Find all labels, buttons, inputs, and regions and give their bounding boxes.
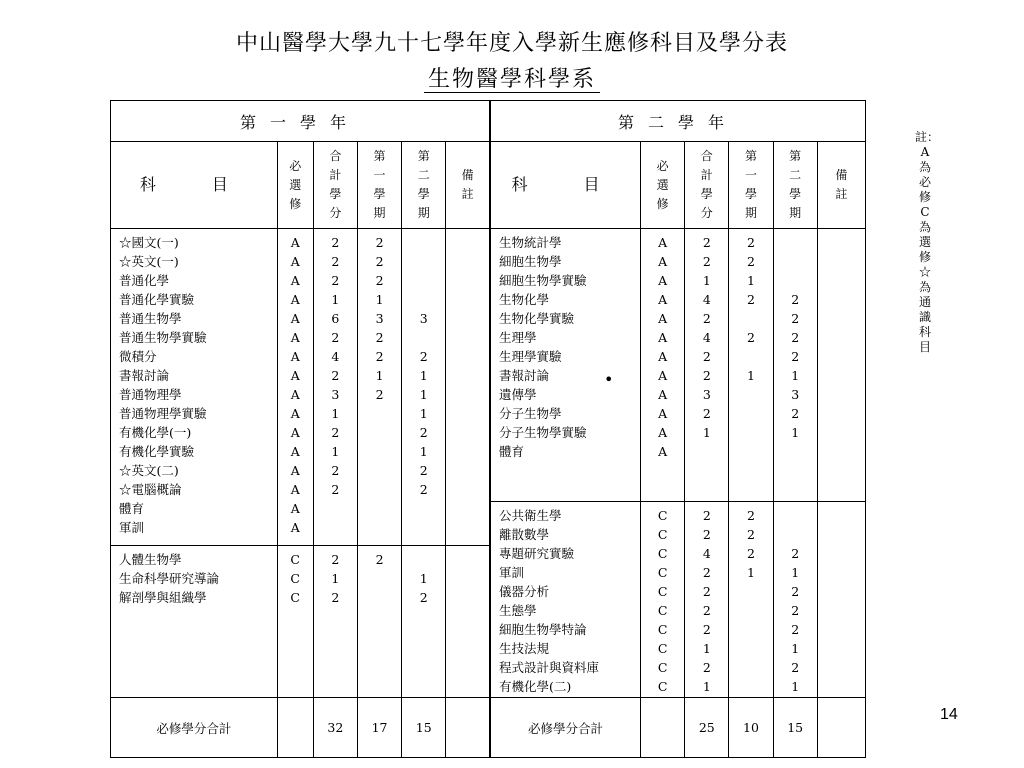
y2-elective-total-3: 2	[702, 564, 711, 580]
y2-elective-sem1	[729, 501, 773, 698]
y2-required-sem2-4: 2	[791, 311, 800, 327]
page-title: 中山醫學大學九十七學年度入學新生應修科目及學分表	[235, 31, 788, 56]
y1-required-sem1-0: 2	[375, 235, 384, 251]
y1-required-sem2-2	[402, 271, 445, 290]
y1-required-sem1-4: 3	[375, 311, 384, 327]
y2-elective-total-6: 2	[702, 621, 711, 637]
y1-required-sem1-15	[358, 518, 401, 537]
y1-required-total-9: 1	[331, 406, 340, 422]
y2-sum-type	[641, 698, 685, 758]
y2-required-sem2-6: 2	[791, 349, 800, 365]
y2-elective-subjects-8: 程式設計與資料庫	[498, 659, 599, 675]
y2-elective-sem2-7: 1	[791, 640, 800, 656]
y2-elective-subjects-5: 生態學	[498, 602, 537, 618]
y1-required-total-13: 2	[331, 482, 340, 498]
y1-required-sem2-9: 1	[419, 406, 428, 422]
y2-elective-sem2-8: 2	[791, 659, 800, 675]
y2-remark-header: 備註	[835, 168, 848, 202]
y2-elective-sem1-7	[729, 639, 772, 658]
y2-elective-type-5: C	[657, 602, 668, 618]
y1-elective-sem1-0: 2	[375, 552, 384, 568]
side-note: 註：A為必修 C為選修 ☆為通識科目	[915, 130, 944, 354]
y1-required-type-3: A	[290, 292, 300, 308]
y2-sum-label: 必修學分合計	[490, 698, 641, 758]
y1-required-type-15: A	[290, 520, 300, 536]
y1-required-total-5: 2	[331, 330, 340, 346]
y2-elective-sem2-0	[774, 506, 817, 525]
y1-required-total-15	[314, 518, 357, 537]
y1-elective-total	[313, 546, 357, 698]
y1-required-remark	[446, 229, 490, 546]
y2-required-sem1-5: 2	[747, 330, 755, 346]
y1-required-sem1-9	[358, 404, 401, 423]
y2-required-sem2-9: 2	[791, 406, 800, 422]
y2-required-subjects-9: 分子生物學	[498, 406, 562, 422]
y2-elective-type-3: C	[657, 564, 668, 580]
y2-required-subjects-11: 體育	[498, 444, 524, 460]
y2-required-total-1: 2	[702, 254, 711, 270]
y1-sum-type	[277, 698, 313, 758]
y2-required-total-7: 2	[702, 368, 711, 384]
y2-required-subjects-4: 生物化學實驗	[498, 311, 574, 327]
y1-sum-sem2: 15	[402, 698, 446, 758]
y1-required-subjects-1: ☆英文(一)	[119, 254, 179, 270]
y1-total-header: 合計學分	[329, 149, 342, 221]
y2-required-sem1-7: 1	[747, 368, 755, 384]
y1-required-sem1-14	[358, 499, 401, 518]
y2-elective-subjects-3: 軍訓	[498, 564, 524, 580]
y2-required-type-7: A	[658, 368, 668, 384]
y2-required-total-6: 2	[702, 349, 711, 365]
y2-elective-sem2	[773, 501, 817, 698]
y1-elective-sem1-2	[358, 588, 401, 607]
y1-elective-type-0: C	[290, 552, 300, 568]
y2-required-sem2-1	[774, 252, 817, 271]
y2-required-total-4: 2	[702, 311, 711, 327]
y1-required-header: 必選修	[289, 158, 302, 211]
y2-required-sem2-11	[774, 442, 817, 461]
y2-elective-sem2-3: 1	[791, 564, 800, 580]
y2-sum-sem1: 10	[729, 698, 773, 758]
y2-required-sem1-6	[729, 347, 772, 366]
y2-required-type-8: A	[658, 387, 668, 403]
y1-required-total-10: 2	[331, 425, 340, 441]
y2-elective-total-9: 1	[702, 678, 711, 694]
y2-required-subjects-7: 書報討論	[498, 368, 549, 384]
y2-required-sem1-8	[729, 385, 772, 404]
y1-elective-type-1: C	[290, 571, 300, 587]
y1-required-sem2-13: 2	[419, 482, 428, 498]
y1-required-sem1	[357, 229, 401, 546]
y1-required-sem2-15	[402, 518, 445, 537]
y1-elective-total-0: 2	[331, 552, 340, 568]
y2-required-sem1-10	[729, 423, 772, 442]
y2-required-total-10: 1	[702, 425, 711, 441]
y1-required-subjects-10: 有機化學(一)	[119, 425, 192, 441]
y1-remark-header: 備註	[461, 168, 474, 202]
y1-elective-total-2: 2	[331, 590, 340, 606]
y1-required-sem2-14	[402, 499, 445, 518]
y2-required-sem2-7: 1	[791, 368, 800, 384]
y1-required-type-0: A	[290, 235, 300, 251]
y1-required-type-13: A	[290, 482, 300, 498]
y2-required-subjects-1: 細胞生物學	[498, 254, 562, 270]
y1-required-subjects-4: 普通生物學	[119, 311, 182, 327]
y2-elective-subjects-0: 公共衛生學	[498, 507, 562, 523]
y1-sem2-header: 第二學期	[417, 149, 430, 221]
y2-required-subjects-0: 生物統計學	[498, 235, 562, 251]
y1-required-type-6: A	[290, 349, 300, 365]
y1-required-total-12: 2	[331, 463, 340, 479]
y2-required-sem1	[729, 229, 773, 501]
y1-required-sem2-0	[402, 233, 445, 252]
y2-elective-sem1-0: 2	[747, 507, 755, 523]
y2-elective-subjects-6: 細胞生物學特論	[498, 621, 587, 637]
y2-elective-type-4: C	[657, 583, 668, 599]
y1-required-type-7: A	[290, 368, 300, 384]
y1-required-sem1-10	[358, 423, 401, 442]
y1-required-sem2-4: 3	[419, 311, 428, 327]
y1-required-total-8: 3	[331, 387, 340, 403]
y2-required-type-3: A	[658, 292, 668, 308]
y1-elective-total-1: 1	[331, 571, 340, 587]
y1-elective-subjects-0: 人體生物學	[119, 552, 182, 568]
y1-required-subjects-13: ☆電腦概論	[119, 482, 182, 498]
y2-elective-total-0: 2	[702, 507, 711, 523]
y1-required-subjects-7: 書報討論	[119, 368, 170, 384]
y1-required-total-4: 6	[331, 311, 340, 327]
y2-elective-sem2-1	[774, 525, 817, 544]
y1-elective-subjects-2: 解剖學與組織學	[119, 590, 207, 606]
y1-required-sem2-3	[402, 290, 445, 309]
y2-required-type-9: A	[658, 406, 668, 422]
y1-required-type-12: A	[290, 463, 300, 479]
y1-required-type-11: A	[290, 444, 300, 460]
y2-elective-sem2-6: 2	[791, 621, 800, 637]
y2-required-subjects-3: 生物化學	[498, 292, 549, 308]
y2-required-type-0: A	[658, 235, 668, 251]
y2-elective-type-9: C	[657, 678, 668, 694]
y2-required-type-11: A	[658, 444, 668, 460]
y2-elective-total-1: 2	[702, 526, 711, 542]
y2-required-sem2-5: 2	[791, 330, 800, 346]
y2-sum-remark	[817, 698, 865, 758]
y2-elective-type-6: C	[657, 621, 668, 637]
y1-required-type-4: A	[290, 311, 300, 327]
year1-header: 第一學年	[111, 101, 490, 142]
y1-required-sem2-1	[402, 252, 445, 271]
y2-required-type-1: A	[658, 254, 668, 270]
y2-required-total-8: 3	[702, 387, 711, 403]
y1-elective-type	[277, 546, 313, 698]
y1-required-sem1-6: 2	[375, 349, 384, 365]
y2-required-total-5: 4	[702, 330, 711, 346]
y1-elective-sem1	[357, 546, 401, 698]
y1-required-sem1-11	[358, 442, 401, 461]
y2-required-total-3: 4	[702, 292, 711, 308]
y1-required-total-6: 4	[331, 349, 340, 365]
y1-required-sem1-5: 2	[375, 330, 384, 346]
y1-elective-sem2-1: 1	[419, 571, 428, 587]
y2-required-type-5: A	[658, 330, 668, 346]
y1-required-type-10: A	[290, 425, 300, 441]
y1-required-total	[313, 229, 357, 546]
y1-required-subjects-2: 普通化學	[119, 273, 170, 289]
y2-elective-subjects-2: 專題研究實驗	[498, 545, 574, 561]
y1-required-sem1-2: 2	[375, 273, 384, 289]
y1-elective-sem1-1	[358, 569, 401, 588]
y1-subject-header: 科 目	[111, 142, 278, 229]
y1-sem1-header: 第一學期	[373, 149, 386, 221]
y2-elective-subjects-9: 有機化學(二)	[498, 678, 572, 694]
y2-elective-sem1-4	[729, 582, 772, 601]
y2-required-sem1-11	[729, 442, 772, 461]
y2-elective-sem1-2: 2	[747, 545, 755, 561]
y2-required-header: 必選修	[656, 158, 669, 211]
y2-elective-total-4: 2	[702, 583, 711, 599]
y2-sum-sem2: 15	[773, 698, 817, 758]
y2-elective-type	[641, 501, 685, 698]
y2-elective-type-1: C	[657, 526, 668, 542]
y2-required-subjects	[490, 229, 641, 501]
y2-required-sem1-9	[729, 404, 772, 423]
y1-required-sem2-7: 1	[419, 368, 428, 384]
y2-elective-subjects-7: 生技法規	[498, 640, 549, 656]
y1-required-sem1-13	[358, 480, 401, 499]
y2-required-remark	[817, 229, 865, 501]
y2-elective-type-7: C	[657, 640, 668, 656]
y2-elective-sem1-9	[729, 677, 772, 696]
y2-required-sem2-8: 3	[791, 387, 800, 403]
y2-elective-type-2: C	[657, 545, 668, 561]
y1-required-type-5: A	[290, 330, 300, 346]
y2-required-subjects-5: 生理學	[498, 330, 537, 346]
y2-elective-total-7: 1	[702, 640, 711, 656]
y1-required-subjects-14: 體育	[119, 501, 145, 517]
y1-required-subjects-6: 微積分	[119, 349, 157, 365]
y2-required-sem1-4	[729, 309, 772, 328]
y2-elective-sem2-4: 2	[791, 583, 800, 599]
y1-required-sem2-10: 2	[419, 425, 428, 441]
y2-required-subjects-2: 細胞生物學實驗	[498, 273, 587, 289]
y1-required-sem1-3: 1	[375, 292, 384, 308]
y2-elective-sem1-5	[729, 601, 772, 620]
y1-required-total-7: 2	[331, 368, 340, 384]
y1-required-subjects-8: 普通物理學	[119, 387, 182, 403]
y1-required-sem2-5	[402, 328, 445, 347]
y2-required-type-2: A	[658, 273, 668, 289]
y1-elective-sem2-2: 2	[419, 590, 428, 606]
y2-required-total-2: 1	[702, 273, 711, 289]
y1-elective-subjects	[111, 546, 278, 698]
y2-sem2-header: 第二學期	[789, 149, 802, 221]
y2-elective-sem1-3: 1	[747, 564, 755, 580]
y2-required-sem2-0	[774, 233, 817, 252]
y2-elective-remark	[817, 501, 865, 698]
department-title: 生物醫學科學系	[0, 62, 1024, 93]
y1-elective-subjects-1: 生命科學研究導論	[119, 571, 220, 587]
y2-required-type-10: A	[658, 425, 668, 441]
y1-required-type-9: A	[290, 406, 300, 422]
y1-required-sem2-12: 2	[419, 463, 428, 479]
y2-required-subjects-8: 遺傳學	[498, 387, 537, 403]
y2-required-sem2-3: 2	[791, 292, 800, 308]
y2-required-total-11	[685, 442, 728, 461]
y2-required-sem1-1: 2	[747, 254, 755, 270]
y2-required-total-9: 2	[702, 406, 711, 422]
y2-required-sem1-2: 1	[747, 273, 755, 289]
y2-elective-type-0: C	[657, 507, 668, 523]
y1-required-total-1: 2	[331, 254, 340, 270]
y1-required-subjects-0: ☆國文(一)	[119, 235, 179, 251]
y1-required-subjects	[111, 229, 278, 546]
y1-required-subjects-11: 有機化學實驗	[119, 444, 195, 460]
y2-elective-type-8: C	[657, 659, 668, 675]
y1-elective-type-2: C	[290, 590, 300, 606]
y2-required-total-0: 2	[702, 235, 711, 251]
y1-required-sem1-1: 2	[375, 254, 384, 270]
y1-sum-sem1: 17	[357, 698, 401, 758]
y2-required-type-6: A	[658, 349, 668, 365]
y1-required-sem1-12	[358, 461, 401, 480]
year2-header: 第二學年	[490, 101, 866, 142]
y1-elective-remark	[446, 546, 490, 698]
y2-elective-subjects-4: 儀器分析	[498, 583, 549, 599]
y1-required-sem1-7: 1	[375, 368, 384, 384]
y2-required-subjects-10: 分子生物學實驗	[498, 425, 587, 441]
y1-sum-total: 32	[313, 698, 357, 758]
y1-elective-sem2-0	[402, 550, 445, 569]
y1-required-subjects-3: 普通化學實驗	[119, 292, 195, 308]
y1-required-sem2	[402, 229, 446, 546]
y1-required-subjects-12: ☆英文(二)	[119, 463, 179, 479]
y1-required-type	[277, 229, 313, 546]
y2-elective-sem2-5: 2	[791, 602, 800, 618]
y1-required-subjects-15: 軍訓	[119, 520, 145, 536]
y1-required-sem2-8: 1	[419, 387, 428, 403]
y1-elective-sem2	[402, 546, 446, 698]
y1-sum-label: 必修學分合計	[111, 698, 278, 758]
y2-elective-sem1-8	[729, 658, 772, 677]
y1-required-type-1: A	[290, 254, 300, 270]
y2-required-sem1-3: 2	[747, 292, 755, 308]
y1-required-type-14: A	[290, 501, 300, 517]
y2-elective-total-2: 4	[702, 545, 711, 561]
y2-elective-subjects-1: 離散數學	[498, 526, 549, 542]
credit-table	[110, 100, 866, 758]
y2-elective-sem2-2: 2	[791, 545, 800, 561]
y1-required-subjects-9: 普通物理學實驗	[119, 406, 207, 422]
y1-required-total-14	[314, 499, 357, 518]
y2-sum-total: 25	[685, 698, 729, 758]
y2-required-type	[641, 229, 685, 501]
y1-required-subjects-5: 普通生物學實驗	[119, 330, 207, 346]
y2-elective-sem1-1: 2	[747, 526, 755, 542]
y2-required-sem1-0: 2	[747, 235, 755, 251]
y1-required-type-2: A	[290, 273, 300, 289]
y2-elective-subjects	[490, 501, 641, 698]
y2-elective-total-5: 2	[702, 602, 711, 618]
stray-dot: •	[604, 370, 614, 389]
y1-required-total-11: 1	[331, 444, 340, 460]
y1-required-type-8: A	[290, 387, 300, 403]
page-number: 14	[940, 706, 958, 723]
y1-required-sem2-6: 2	[419, 349, 428, 365]
y1-required-total-0: 2	[331, 235, 340, 251]
y1-required-sem1-8: 2	[375, 387, 384, 403]
y2-required-sem2-10: 1	[791, 425, 800, 441]
y2-elective-sem2-9: 1	[791, 678, 800, 694]
y2-required-sem2-2	[774, 271, 817, 290]
y2-elective-total	[685, 501, 729, 698]
y2-required-sem2	[773, 229, 817, 501]
y2-elective-total-8: 2	[702, 659, 711, 675]
y1-sum-remark	[446, 698, 490, 758]
y1-required-total-2: 2	[331, 273, 340, 289]
y2-required-subjects-6: 生理學實驗	[498, 349, 562, 365]
y2-total-header: 合計學分	[700, 149, 713, 221]
y2-subject-header: 科 目	[490, 142, 641, 229]
y2-required-total	[685, 229, 729, 501]
y1-required-total-3: 1	[331, 292, 340, 308]
y2-elective-sem1-6	[729, 620, 772, 639]
y2-sem1-header: 第一學期	[744, 149, 757, 221]
y2-required-type-4: A	[658, 311, 668, 327]
y1-required-sem2-11: 1	[419, 444, 428, 460]
